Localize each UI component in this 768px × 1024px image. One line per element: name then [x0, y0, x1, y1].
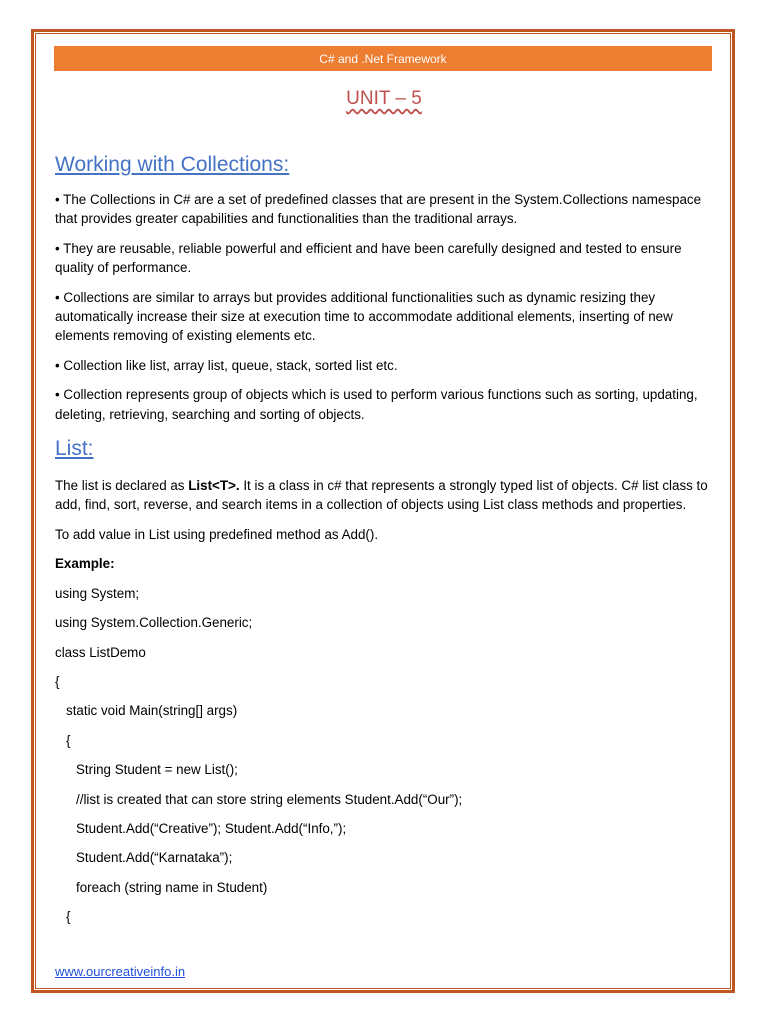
code-line: String Student = new List();	[76, 762, 238, 778]
header-title: C# and .Net Framework	[319, 51, 447, 66]
code-line: //list is created that can store string elements Student.Add(“Our”);	[76, 791, 463, 807]
code-line: static void Main(string[] args)	[66, 703, 238, 719]
heading-list: List:	[55, 437, 94, 461]
code-line: using System.Collection.Generic;	[55, 615, 253, 631]
code-line: {	[55, 673, 60, 689]
bullet-reusable: • They are reusable, reliable powerful and efficient and have been carefully designed and tested to ensure quality of performance.	[55, 240, 682, 276]
code-line: Student.Add(“Creative”); Student.Add(“Info,”);	[76, 820, 347, 836]
heading-working-with-collections: Working with Collections:	[55, 153, 290, 176]
example-label	[55, 554, 717, 573]
example-label-text: Example:	[55, 556, 115, 572]
document-body	[55, 152, 717, 937]
code-line: foreach (string name in Student)	[76, 879, 268, 895]
footer-website-link[interactable]: www.ourcreativeinfo.in	[55, 964, 186, 979]
list-intro-bold: List<T>.	[188, 478, 240, 494]
bullet-similar-to-arrays: • Collections are similar to arrays but provides additional functionalities such as dynamic resizing they automatically increase their size at execution time to accommodate additional elements, inserting of new elements removing of existing elements etc.	[55, 289, 673, 344]
code-line: {	[66, 909, 71, 925]
bullet-collections-definition: • The Collections in C# are a set of predefined classes that are present in the System.Collections namespace that provides greater capabilities and functionalities than the traditional arrays.	[55, 192, 702, 227]
list-add-paragraph: To add value in List using predefined method as Add().	[55, 526, 379, 542]
bullet-collection-types: • Collection like list, array list, queue, stack, sorted list etc.	[55, 357, 398, 373]
code-line: using System;	[55, 585, 140, 601]
code-example	[55, 584, 717, 927]
code-line: Student.Add(“Karnataka”);	[76, 850, 233, 866]
list-intro-prefix: The list is declared as	[55, 478, 189, 494]
unit-title-text: UNIT – 5	[346, 88, 422, 109]
code-line: {	[66, 732, 71, 748]
bullet-group-of-objects: • Collection represents group of objects which is used to perform various functions such as sorting, updating, deleting, retrieving, searching and sorting of objects.	[55, 387, 698, 422]
header-bar	[54, 46, 712, 71]
list-intro-paragraph	[55, 476, 717, 515]
list-intro-suffix: It is a class in c# that represents a strongly typed list of objects. C# list class to add, find, sort, reverse, and search items in a collection of objects using List class methods and properties.	[55, 478, 708, 513]
code-line: class ListDemo	[55, 644, 146, 660]
unit-title	[0, 88, 768, 110]
